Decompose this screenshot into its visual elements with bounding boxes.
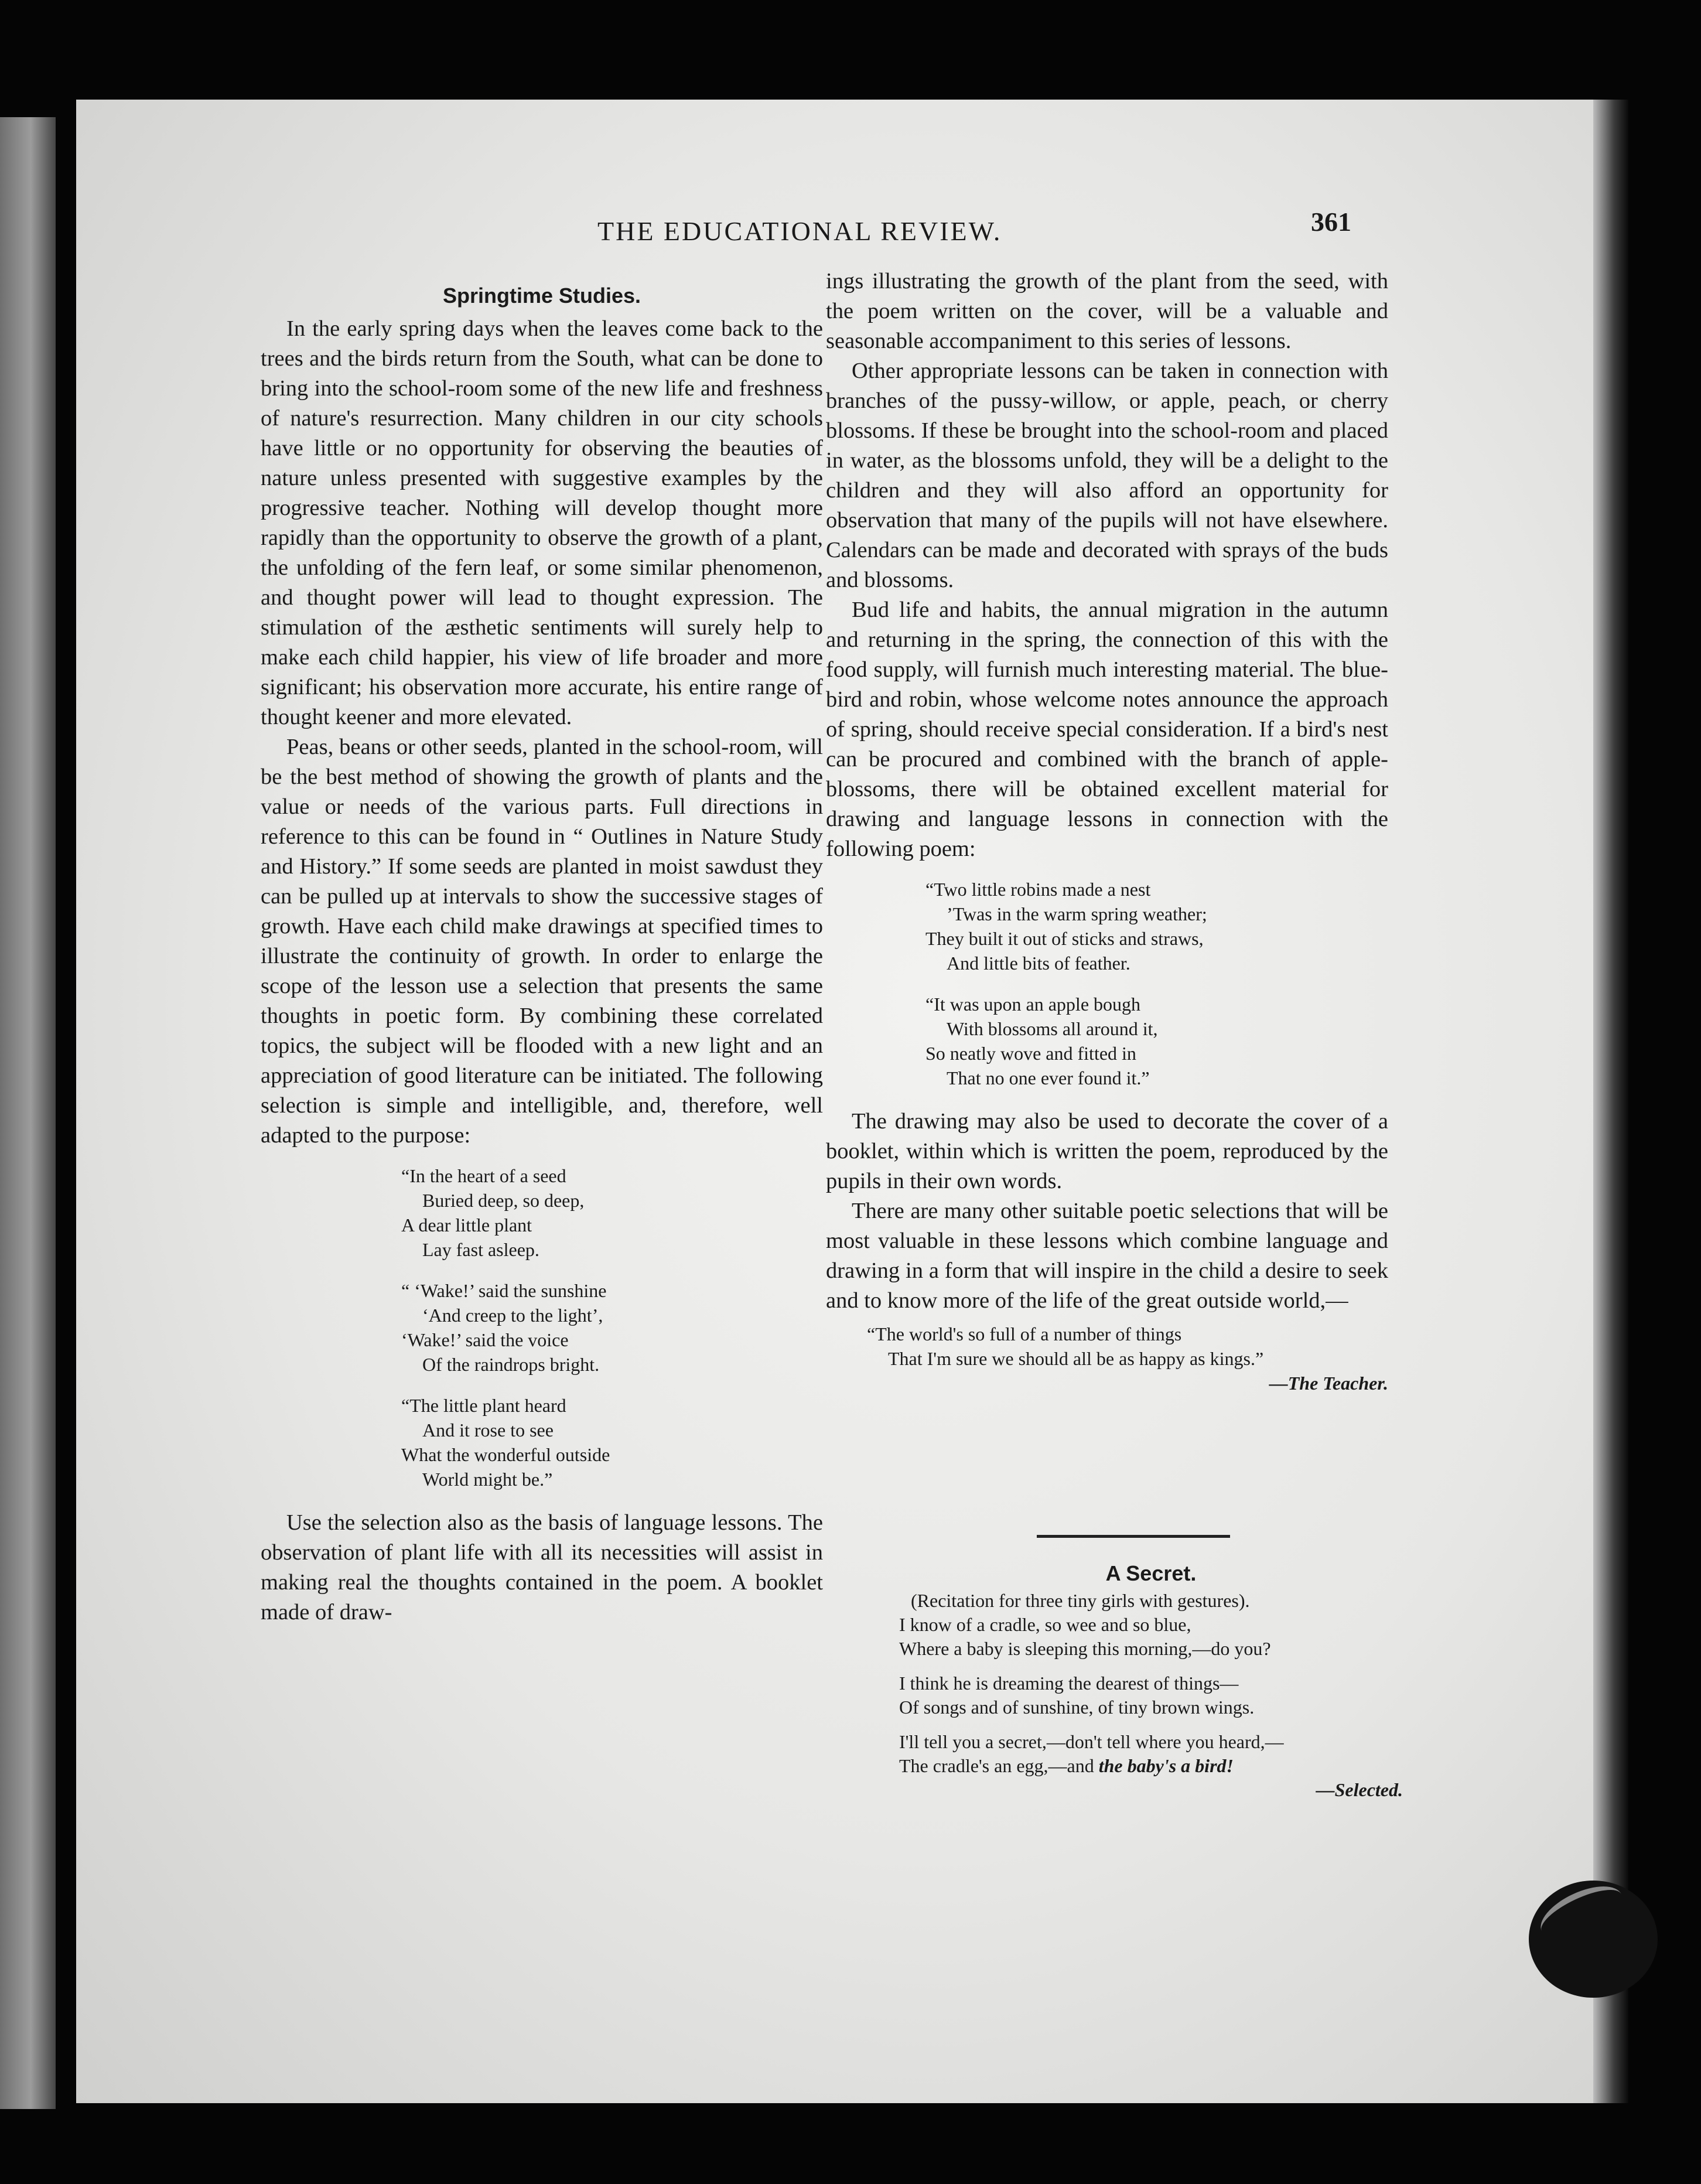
left-column: [261, 281, 823, 1627]
poem-line: “ ‘Wake!’ said the sunshine: [401, 1280, 607, 1301]
poem-line: What the wonderful outside: [401, 1444, 610, 1465]
closing-quote: [867, 1322, 1388, 1395]
poem-line: They built it out of sticks and straws,: [925, 928, 1204, 949]
poem-line-text: The cradle's an egg,—and: [899, 1755, 1099, 1776]
paragraph: The drawing may also be used to decorate the cover of a booklet, within which is written the poem, reproduced by the pupils in their own words.: [826, 1109, 1388, 1193]
poem-line: ’Twas in the warm spring weather;: [947, 903, 1207, 924]
poem-line: World might be.”: [422, 1469, 553, 1490]
paragraph: Peas, beans or other seeds, planted in the school-room, will be the best method of showing the growth of plants and the value or needs of the various parts. Full directions in reference to this can be found in “ Outlines in Nature Study and History.” If some seeds are planted in moist sawdust they can be pulled up at intervals to show the successive stages of growth. Have each child make drawings at specified times to illustrate the continuity of growth. In order to enlarge the scope of the lesson use a selection that presents the same thoughts in poetic form. By combining these correlated topics, the subject will be flooded with a new light and an appreciation of good literature can be initiated. The following selection is simple and intelligible, and, therefore, well adapted to the purpose:: [261, 735, 823, 1148]
paragraph: In the early spring days when the leaves come back to the trees and the birds return from the South, what can be done to bring into the school-room some of the new life and freshness of nature's resurrection. Many children in our city schools have little or no opportunity for observing the beauties of nature unless presented with suggestive examples by the progressive teacher. Nothing will develop thought more rapidly than the opportunity to observe the growth of a plant, the unfolding of the fern leaf, or some similar phenomenon, and thought power will lead to thought expression. The stimulation of the æsthetic sentiments will surely help to make each child happier, his view of life broader and more significant; his observation more accurate, his entire range of thought keener and more elevated.: [261, 316, 823, 729]
poem-line: ‘Wake!’ said the voice: [401, 1329, 569, 1350]
poem-stanza: [401, 1278, 823, 1377]
poem-line: Where a baby is sleeping this morning,—do you?: [899, 1638, 1271, 1659]
poem-line: I'll tell you a secret,—don't tell where you heard,—: [899, 1731, 1284, 1752]
poem-line: Of songs and of sunshine, of tiny brown wings.: [899, 1697, 1255, 1718]
paragraph: Bud life and habits, the annual migration in the autumn and returning in the spring, the connection of this with the food supply, will furnish much interesting material. The blue-bird and robin, whose welcome notes announce the approach of spring, should receive special consideration. If a bird's nest can be procured and combined with the branch of apple-blossoms, there will be obtained excellent material for drawing and language lessons in connection with the following poem:: [826, 598, 1388, 861]
poem-line: A dear little plant: [401, 1214, 532, 1236]
section-divider: [1037, 1535, 1230, 1538]
poem-line: “In the heart of a seed: [401, 1165, 566, 1186]
poem-line: That no one ever found it.”: [947, 1067, 1150, 1088]
paragraph: Use the selection also as the basis of language lessons. The observation of plant life with all its necessities will assist in making real the thoughts contained in the poem. A booklet made of draw-: [261, 1510, 823, 1625]
paragraph: ings illustrating the growth of the plant from the seed, with the poem written on the cover, will be a valuable and seasonable accompaniment to this series of lessons.: [826, 269, 1388, 353]
poem-line: Lay fast asleep.: [422, 1239, 539, 1260]
adjacent-page-edge: [0, 117, 56, 2109]
attribution: —The Teacher.: [1269, 1373, 1388, 1394]
running-header: THE EDUCATIONAL REVIEW.: [597, 216, 1002, 246]
poem-line: Of the raindrops bright.: [422, 1354, 600, 1375]
poem-subtitle: (Recitation for three tiny girls with gestures).: [911, 1590, 1250, 1611]
poem-line: Buried deep, so deep,: [422, 1190, 585, 1211]
poem-line: I know of a cradle, so wee and so blue,: [899, 1614, 1191, 1635]
paragraph: Other appropriate lessons can be taken in connection with branches of the pussy-willow, or apple, peach, or cherry blossoms. If these be brought into the school-room and placed in water, as the blossoms unfold, they will be a delight to the children and they will also afford an opportunity for observation that many of the pupils will not have elsewhere. Calendars can be made and decorated with sprays of the buds and blossoms.: [826, 359, 1388, 592]
quote-line: That I'm sure we should all be as happy as kings.”: [888, 1348, 1264, 1369]
poem-line-emphasis: the baby's a bird!: [1098, 1755, 1234, 1776]
poem-stanza: [401, 1393, 823, 1492]
poem-stanza: [925, 877, 1388, 975]
poem-line: And it rose to see: [422, 1419, 554, 1441]
poem-line: With blossoms all around it,: [947, 1018, 1158, 1039]
article-title: Springtime Studies.: [442, 284, 641, 308]
robin-poem: [925, 877, 1388, 1090]
page-edge-shadow: [1593, 100, 1628, 2103]
poem-line: “Two little robins made a nest: [925, 879, 1151, 900]
secret-poem: [899, 1561, 1403, 1802]
seed-poem: [401, 1163, 823, 1492]
poem-title: A Secret.: [1105, 1561, 1197, 1585]
page-number: 361: [1311, 207, 1351, 237]
poem-line: And little bits of feather.: [947, 953, 1130, 974]
quote-line: “The world's so full of a number of things: [867, 1323, 1182, 1344]
paragraph: There are many other suitable poetic selections that will be most valuable in these lessons which combine language and drawing in a form that will inspire in the child a desire to seek and to know more of the life of the great outside world,—: [826, 1199, 1388, 1313]
poem-line: “It was upon an apple bough: [925, 994, 1141, 1015]
right-column: [826, 267, 1388, 1395]
poem-line: “The little plant heard: [401, 1395, 566, 1416]
poem-line: I think he is dreaming the dearest of things—: [899, 1673, 1239, 1694]
attribution: —Selected.: [1316, 1779, 1403, 1800]
poem-line: So neatly wove and fitted in: [925, 1043, 1136, 1064]
poem-line: ‘And creep to the light’,: [422, 1305, 603, 1326]
poem-stanza: [925, 992, 1388, 1090]
poem-line: [899, 1754, 1403, 1778]
poem-stanza: [401, 1163, 823, 1262]
